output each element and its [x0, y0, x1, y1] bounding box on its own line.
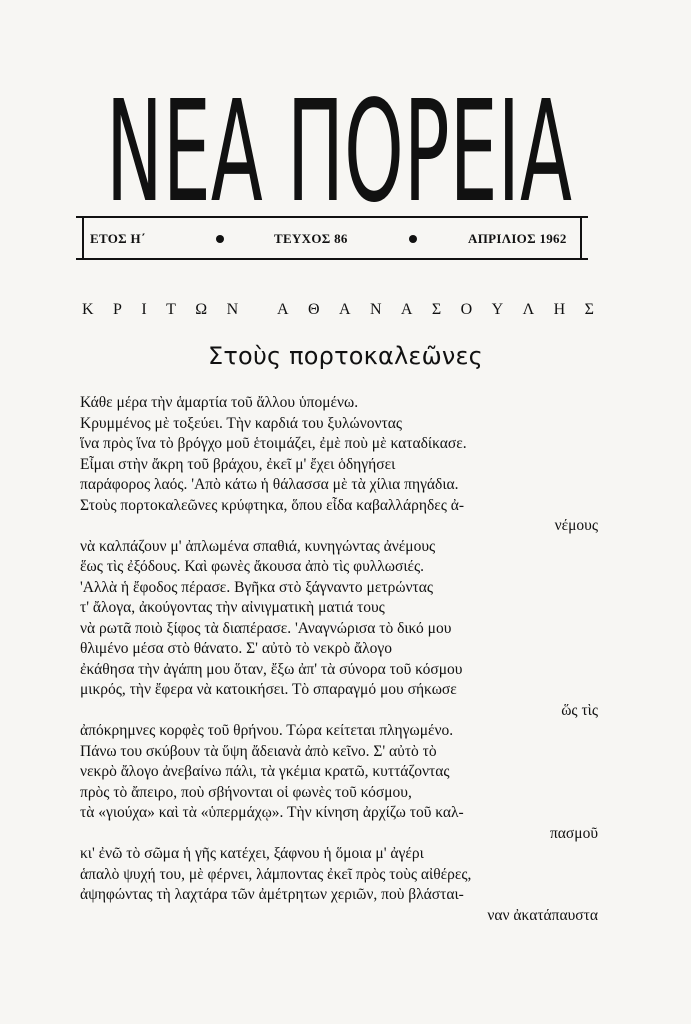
poem-line: νέμους — [554, 517, 598, 534]
poem-line: Κάθε μέρα τὴν ἁμαρτία τοῦ ἄλλου ὑπομένω. — [80, 394, 359, 411]
poem-line: τ' ἄλογα, ἀκούγοντας τὴν αἰνιγματικὴ ματιά τους — [80, 599, 385, 616]
poem-line: παράφορος λαός. 'Απὸ κάτω ἡ θάλασσα μὲ τὰ χίλια πηγάδια. — [80, 476, 459, 493]
poem-line: ἀψηφώντας τὴ λαχτάρα τῶν ἀμέτρητων χεριῶν, ποὺ βλάσται- — [80, 886, 464, 903]
author-letter: Σ — [431, 301, 442, 318]
poem-line: πρὸς τὸ ἄπειρο, ποὺ σβήνονται οἱ φωνὲς τοῦ κόσμου, — [80, 783, 412, 801]
author-letter: Ι — [141, 301, 147, 318]
poem-line: ναν ἀκατάπαυστα — [487, 906, 598, 924]
poem-line: μικρός, τὴν ἔφερα νὰ κατοικήσει. Τὸ σπαραγμό μου σήκωσε — [80, 681, 457, 698]
poem-line: νὰ καλπάζουν μ' ἀπλωμένα σπαθιά, κυνηγώντας ἀνέμους — [80, 537, 436, 555]
poem-line: ὥς τὶς — [561, 701, 598, 719]
poem-line: ἁπαλὸ ψυχή του, μὲ φέρνει, λάμποντας ἐκεῖ πρὸς τοὺς αἰθέρες, — [80, 865, 472, 883]
poem-line: τὰ «γιούχα» καὶ τὰ «ὑπερμάχῳ». Τὴν κίνηση ἀρχίζω τοῦ καλ- — [80, 804, 464, 821]
poem-line: ἵνα πρὸς ἵνα τὸ βρόγχο μοῦ ἑτοιμάζει, ἐμὲ ποὺ μὲ καταδίκασε. — [80, 435, 467, 452]
poem-line: πασμοῦ — [549, 824, 598, 842]
author-letter: Α — [276, 301, 289, 318]
poem-line: 'Αλλὰ ἡ ἔφοδος πέρασε. Βγῆκα στὸ ξάγναντο μετρώντας — [80, 578, 434, 596]
author-letter: Α — [400, 301, 413, 318]
author-letter: Σ — [584, 301, 594, 318]
issue-date: ΑΠΡΙΛΙΟΣ 1962 — [468, 231, 567, 246]
poem-line: ἕως τὶς ἐξόδους. Καὶ φωνὲς ἄκουσα ἀπὸ τὶς φυλλωσιές. — [80, 558, 425, 575]
author-letter: Λ — [522, 301, 535, 318]
author-letter: Ν — [226, 301, 239, 318]
poem-line: κι' ἐνῶ τὸ σῶμα ἡ γῆς κατέχει, ξάφνου ἡ ὅμοια μ' ἀγέρι — [80, 845, 424, 862]
author-letter: Ν — [369, 301, 382, 318]
poem-line: ἀπόκρημνες κορφὲς τοῦ θρήνου. Τώρα κείτεται πληγωμένο. — [80, 722, 454, 739]
author-letter: Ρ — [112, 301, 122, 318]
author-letter: Ο — [460, 301, 473, 318]
author-letter: Ω — [195, 301, 208, 318]
poem-line: θλιμένο μέσα στὸ θάνατο. Σ' αὐτὸ τὸ νεκρὸ ἄλογο — [80, 640, 393, 657]
bullet-icon — [216, 235, 224, 243]
author-letter: Η — [553, 301, 566, 318]
masthead-text: ΝΕΑ ΠΟΡΕΙΑ — [106, 71, 572, 205]
poem-title: Στοὺς πορτοκαλεῶνες — [208, 342, 483, 370]
poem-line: Στοὺς πορτοκαλεῶνες κρύφτηκα, ὅπου εἶδα καβαλλάρηδες ἀ- — [80, 496, 465, 514]
poem-line: Κρυμμένος μὲ τοξεύει. Τὴν καρδιά του ξυλώνοντας — [80, 414, 402, 432]
masthead-title — [104, 55, 574, 205]
poem-line: νὰ ρωτᾶ ποιὸ ξίφος τὰ διαπέρασε. 'Αναγνώρισα τὸ δικό μου — [80, 619, 452, 637]
poem-body — [80, 393, 598, 926]
issue-info-bar — [76, 216, 588, 260]
author-letter: Τ — [166, 301, 176, 318]
poem-line: Πάνω του σκύβουν τὰ ὕψη ἄδειανὰ ἀπὸ κεῖνο. Σ' αὐτὸ τὸ — [80, 742, 437, 760]
author-letter: Υ — [491, 301, 504, 318]
author-letter: Κ — [82, 301, 94, 318]
poem-line: Εἶμαι στὴν ἄκρη τοῦ βράχου, ἐκεῖ μ' ἔχει ὁδηγήσει — [80, 455, 396, 473]
poem-line: νεκρὸ ἄλογο ἀνεβαίνω πάλι, τὰ γκέμια κρατῶ, κυττάζοντας — [80, 763, 450, 780]
author-letter: Θ — [307, 301, 320, 318]
issue-number: ΤΕΥΧΟΣ 86 — [274, 231, 348, 246]
poem-line: ἐκάθησα τὴν ἀγάπη μου ὅταν, ἔξω ἀπ' τὰ σύνορα τοῦ κόσμου — [80, 660, 463, 678]
bullet-icon — [409, 235, 417, 243]
issue-year: ΕΤΟΣ Η΄ — [90, 231, 146, 246]
author-letter: Α — [338, 301, 351, 318]
author-name — [82, 301, 594, 319]
